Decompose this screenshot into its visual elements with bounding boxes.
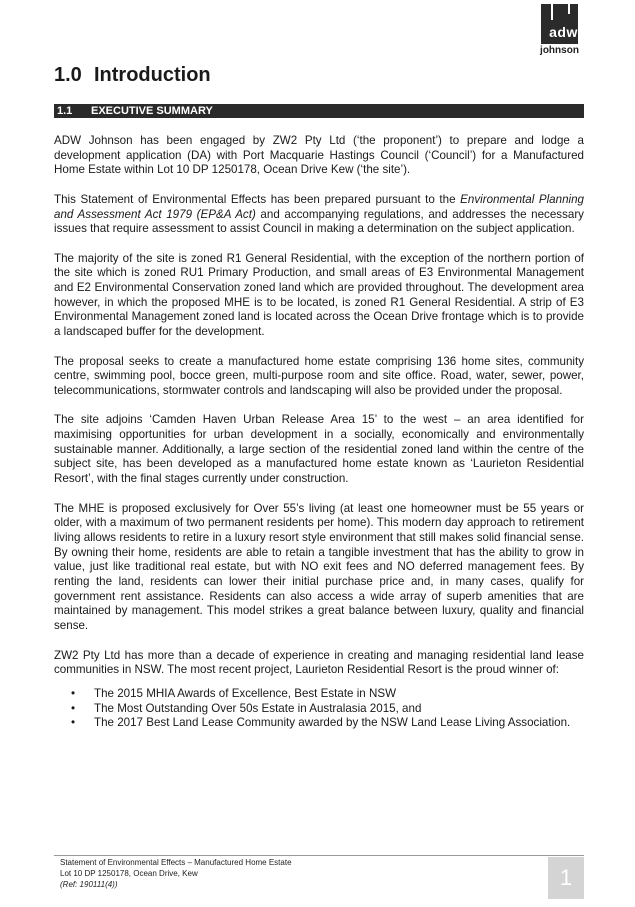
awards-list	[54, 687, 584, 731]
logo-mark	[541, 4, 578, 44]
paragraph-zoning: The majority of the site is zoned R1 General Residential, with the exception of the northern portion of the site which is zoned RU1 Primary Production, and small areas of E3 Environmental Management and E2 Environmental Conservation zoned land which are provided throughout. The development area however, in which the proposed MHE is to be located, is zoned R1 General Residential. A strip of E3 Environmental Management zoned land is located across the Ocean Drive frontage which is to provide a landscaped buffer for the development.	[54, 251, 584, 339]
logo-mark-text: adw	[549, 24, 578, 40]
section-title: EXECUTIVE SUMMARY	[91, 105, 213, 117]
page-number: 1	[548, 857, 584, 899]
paragraph-proposal: The proposal seeks to create a manufactured home estate comprising 136 home sites, community centre, swimming pool, bocce green, multi-purpose room and site office. Road, water, sewer, power, telecommunications, stormwater controls and landscaping will also be provided under the proposal.	[54, 354, 584, 397]
list-item: • The Most Outstanding Over 50s Estate in Australasia 2015, and	[54, 702, 584, 717]
footer-reference: (Ref: 190111(4))	[60, 880, 118, 889]
page-title	[54, 62, 211, 88]
logo-name: johnson	[540, 45, 579, 56]
paragraph-statement-pre: This Statement of Environmental Effects has been prepared pursuant to the	[54, 192, 461, 206]
paragraph-site-adjoins: The site adjoins ‘Camden Haven Urban Release Area 15’ to the west – an area identified for maximising opportunities for urban development in a socially, economically and environmentally sustainable manner. Additionally, a large section of the residential zoned land within the centre of the subject site, has been developed as a manufactured home estate known as ‘Laurieton Residential Resort’, with the final stages currently under construction.	[54, 413, 584, 486]
section-heading-bar	[54, 104, 584, 118]
page-title-text: Introduction	[94, 64, 211, 86]
page-title-number: 1.0	[54, 64, 82, 86]
footer-doc-title: Statement of Environmental Effects – Manufactured Home Estate	[60, 858, 292, 867]
paragraph-experience: ZW2 Pty Ltd has more than a decade of experience in creating and managing residential land lease communities in NSW. The most recent project, Laurieton Residential Resort is the proud winner of:	[54, 648, 584, 677]
footer-divider	[54, 855, 584, 856]
paragraph-statement-post: and accompanying regulations, and addresses the necessary issues that require assessment to assist Council in making a determination on the subject application.	[54, 207, 584, 236]
paragraph-mhe: The MHE is proposed exclusively for Over 55’s living (at least one homeowner must be 55 years or older, with a maximum of two permanent residents per home). This modern day approach to retirement living allows residents to retire in a luxury resort style environment that still makes solid financial sense. By owning their home, residents are able to retain a tangible investment that has the ability to grow in value, just like traditional real estate, but with NO exit fees and NO deferred management fees. By renting the land, residents can lower their initial purchase price and, in many cases, qualify for government rent assistance. Residents can also access a wide array of superb amenities that are maintained by management. This model strikes a great balance between luxury, quality and financial sense.	[54, 501, 584, 633]
body-text	[54, 134, 584, 731]
footer-address: Lot 10 DP 1250178, Ocean Drive, Kew	[60, 869, 198, 878]
paragraph-statement	[54, 193, 584, 237]
act-name: Environmental Planning and Assessment Act 1979 (EP&A Act)	[54, 192, 584, 221]
list-item: • The 2017 Best Land Lease Community awarded by the NSW Land Lease Living Association.	[54, 716, 584, 731]
section-number: 1.1	[57, 105, 73, 117]
company-logo	[537, 4, 582, 60]
footer	[60, 857, 292, 890]
paragraph-intro: ADW Johnson has been engaged by ZW2 Pty Ltd (‘the proponent’) to prepare and lodge a development application (DA) with Port Macquarie Hastings Council (‘Council’) for a Manufactured Home Estate within Lot 10 DP 1250178, Ocean Drive Kew (‘the site’).	[54, 134, 584, 177]
list-item: • The 2015 MHIA Awards of Excellence, Best Estate in NSW	[54, 687, 584, 702]
